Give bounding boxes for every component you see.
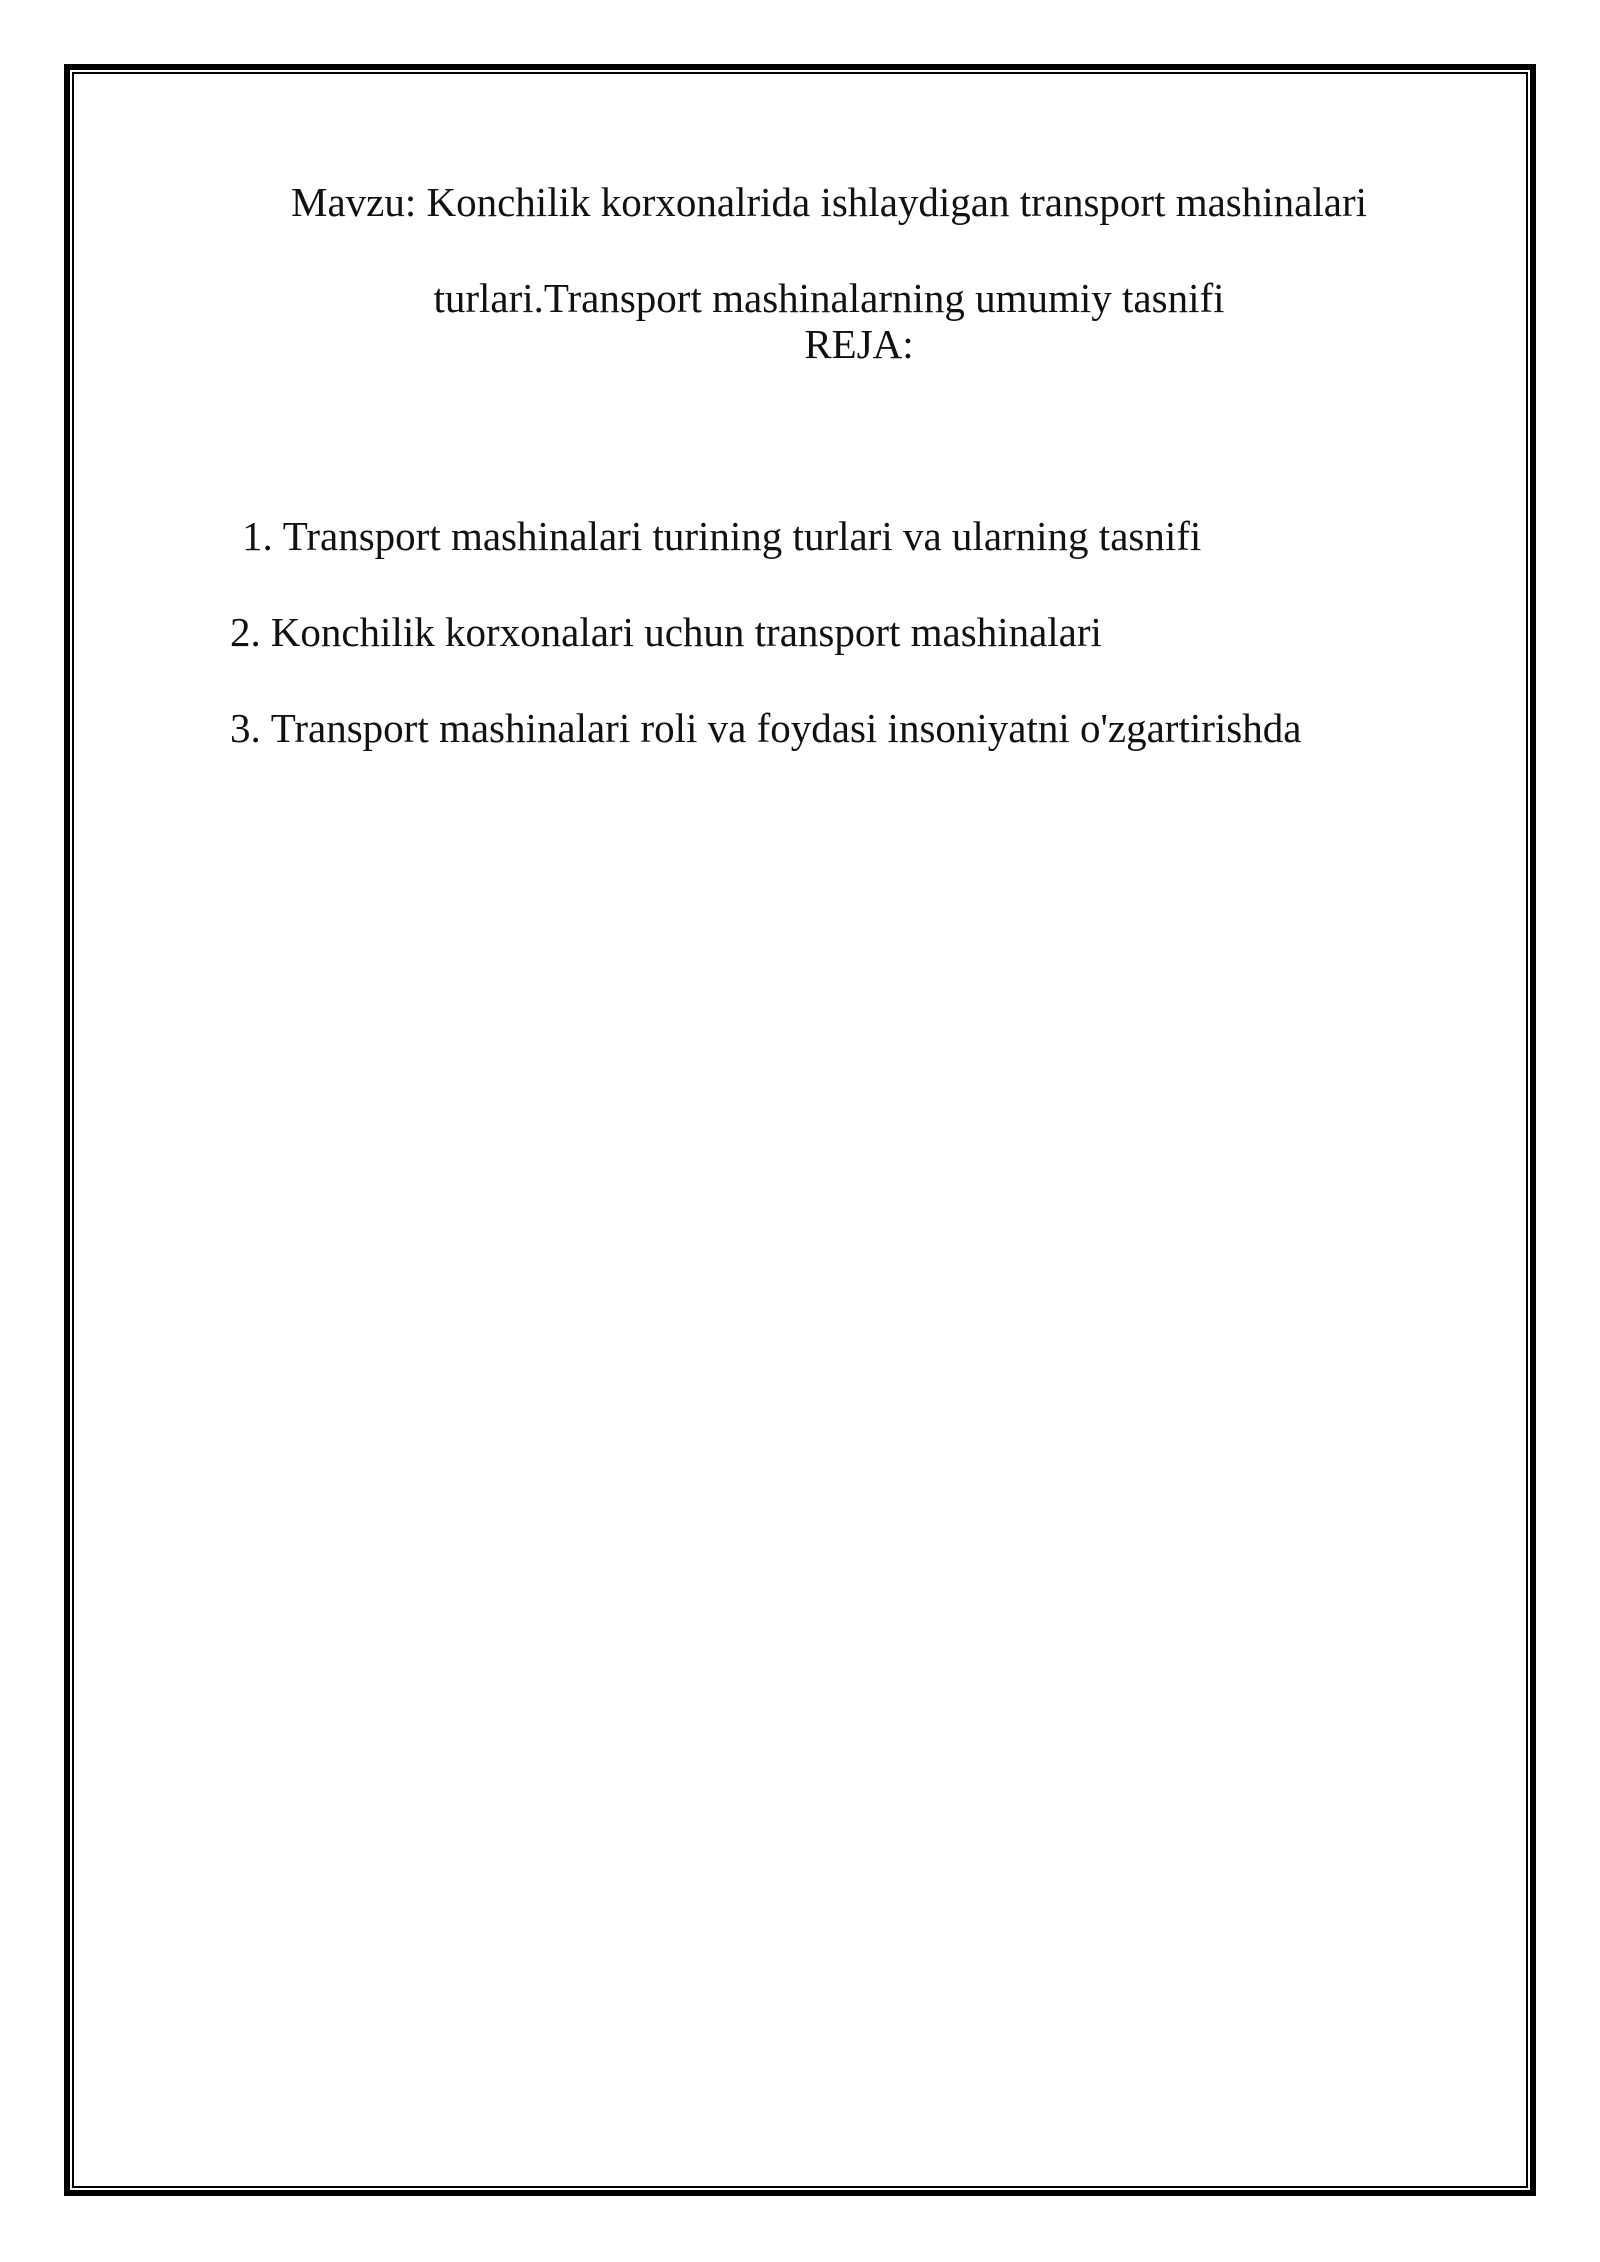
plan-item-3 — [230, 704, 1301, 752]
plan-item-text: Transport mashinalari turining turlari va ularning tasnifi — [282, 513, 1202, 559]
plan-item-number: 3. — [230, 705, 261, 751]
plan-item-number: 2. — [230, 609, 261, 655]
document-page — [74, 74, 1526, 2186]
plan-heading: REJA: — [804, 321, 914, 367]
plan-item-1 — [242, 512, 1201, 560]
plan-item-text: Konchilik korxonalari uchun transport mashinalari — [270, 609, 1102, 655]
plan-item-number: 1. — [242, 513, 273, 559]
plan-item-text: Transport mashinalari roli va foydasi insoniyatni o'zgartirishda — [270, 705, 1302, 751]
document-title: Mavzu: Konchilik korxonalrida ishlaydigan transport mashinalari turlari.Transport mashinalarning umumiy tasnifi — [291, 179, 1367, 321]
plan-item-2 — [230, 608, 1102, 656]
